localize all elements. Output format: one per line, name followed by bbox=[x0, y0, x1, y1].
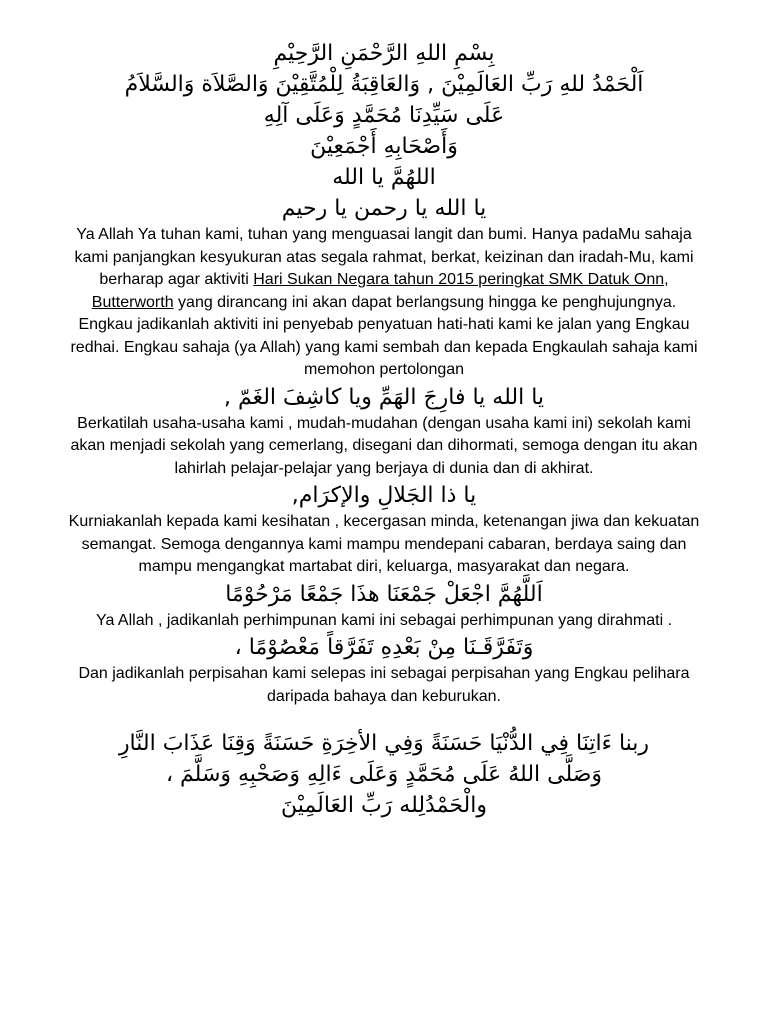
invocation-4: اَللَّهُمَّ اجْعَلْ جَمْعَنَا هذَا جَمْعًا مَرْحُوْمًا bbox=[225, 581, 543, 607]
invocation-5: وَتَفَرَّقَـنَا مِنْ بَعْدِهِ تَفَرَّقاً مَعْصُوْمًا ، bbox=[234, 635, 534, 660]
opening-praise-line-1: اَلْحَمْدُ للهِ رَبِّ العَالَمِيْنَ , وَالعَاقِبَةُ لِلْمُتَّقِيْنَ وَالصَّلاَة وَالسَّلاَمُ bbox=[124, 72, 644, 97]
prayer-paragraph-2: Berkatilah usaha-usaha kami , mudah-mudahan (dengan usaha kami ini) sekolah kami akan menjadi sekolah yang cemerlang, disegani dan dihormati, semoga dengan itu akan lahirlah pelajar-pelajar yang berjaya di dunia dan di akhirat. bbox=[70, 414, 698, 477]
paragraph-1-end: yang dirancang ini akan dapat berlangsung hingga ke penghujungnya. Engkau jadikanlah aktiviti ini penyebab penyatuan hati-hati kami ke jalan yang Engkau redhai. Engkau sahaja (ya Allah) yang kami sembah dan kepada Engkaulah sahaja kami memohon pertolongan bbox=[70, 293, 698, 378]
opening-praise-line-2: عَلَى سَيِّدِنَا مُحَمَّدٍ وَعَلَى آلِهِ bbox=[263, 103, 505, 128]
closing-prayer-3: والْحَمْدُلِله رَبِّ العَالَمِيْنَ bbox=[281, 793, 487, 818]
invocation-2: يا الله يا فارِجَ الهَمِّ ويا كاشِفَ الغَمّ , bbox=[223, 384, 545, 410]
opening-invocation-names: يا الله يا رحمن يا رحيم bbox=[281, 196, 487, 221]
basmalah: بِسْمِ اللهِ الرَّحْمَنِ الرَّحِيْمِ bbox=[273, 41, 495, 66]
opening-praise-line-3: وَأَصْحَابِهِ أَجْمَعِيْنَ bbox=[310, 134, 458, 159]
spacer bbox=[0, 708, 768, 728]
prayer-paragraph-5: Dan jadikanlah perpisahan kami selepas ini sebagai perpisahan yang Engkau pelihara daripada bahaya dan keburukan. bbox=[78, 665, 690, 705]
prayer-paragraph-4: Ya Allah , jadikanlah perhimpunan kami ini sebagai perhimpunan yang dirahmati . bbox=[95, 611, 673, 629]
opening-invocation: اللهُمَّ يا الله bbox=[332, 165, 436, 190]
closing-prayer-1: ربنا ءَاتِنَا فِي الدُّنْيَا حَسَنَةً وَفِي الأخِرَةِ حَسَنَةً وَقِنَا عَذَابَ النَّارِ bbox=[118, 731, 650, 756]
closing-prayer-2: وَصَلَّى اللهُ عَلَى مُحَمَّدٍ وَعَلَى ءَالِهِ وَصَحْبِهِ وَسَلَّمَ ، bbox=[165, 762, 603, 787]
prayer-paragraph-3: Kurniakanlah kepada kami kesihatan , kecergasan minda, ketenangan jiwa dan kekuatan semangat. Semoga dengannya kami mampu mendepani cabaran, berdaya saing dan mampu mengangkat martabat diri, keluarga, masyarakat dan negara. bbox=[68, 513, 700, 575]
invocation-3: يا ذا الجَلالِ والإكرَام, bbox=[291, 483, 477, 508]
event-name: Hari Sukan Negara tahun 2015 peringkat SMK Datuk Onn, Butterworth bbox=[91, 271, 669, 311]
prayer-paragraph-1 bbox=[66, 224, 702, 382]
paragraph-1-start: Ya Allah Ya tuhan kami, tuhan yang menguasai langit dan bumi. Hanya padaMu sahaja kami panjangkan kesyukuran atas segala rahmat, berkat, keizinan dan iradah-Mu, kami berharap agar aktiviti bbox=[74, 226, 694, 288]
